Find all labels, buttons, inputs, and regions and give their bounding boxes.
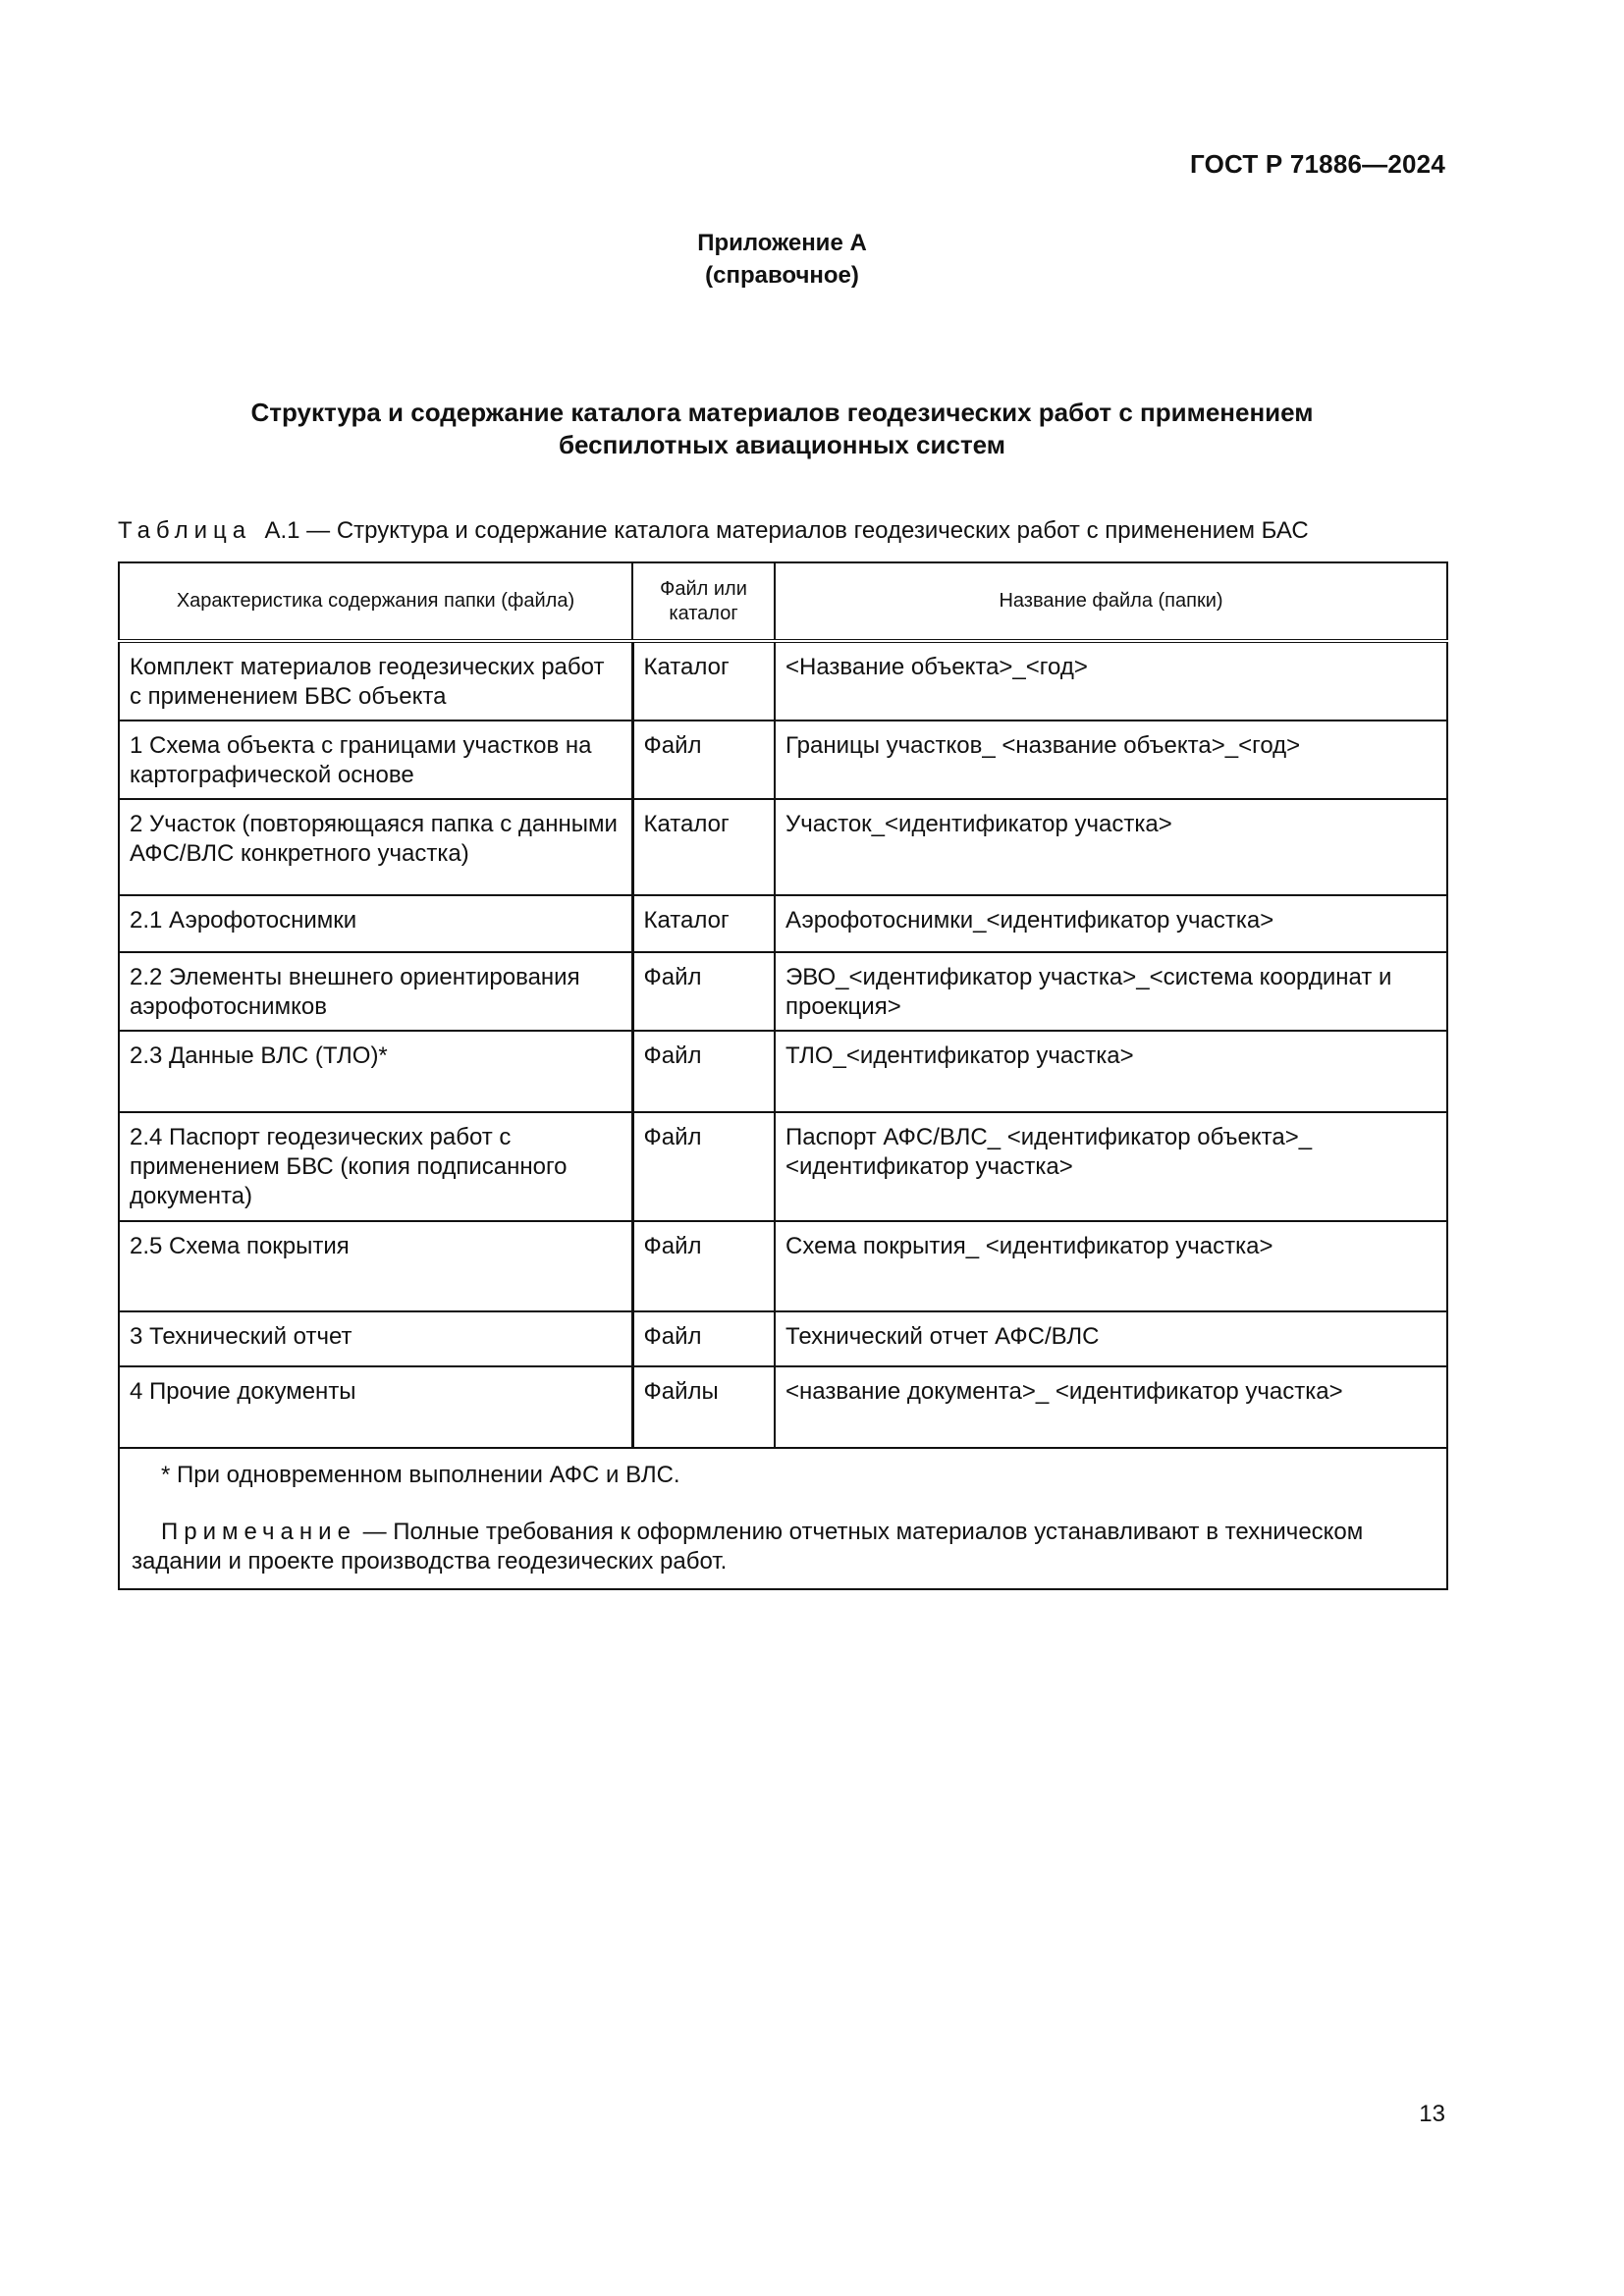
table-row (119, 1031, 1447, 1112)
row-description: 4 Прочие документы (119, 1366, 632, 1448)
row-description: 2.1 Аэрофотоснимки (119, 895, 632, 952)
table-caption-text: А.1 — Структура и содержание каталога материалов геодезических работ с применением БАС (264, 517, 1309, 544)
main-title-line-1: Структура и содержание каталога материалов геодезических работ с применением (250, 398, 1314, 427)
row-kind: Файл (632, 1031, 775, 1112)
main-title-line-2: беспилотных авиационных систем (558, 430, 1006, 459)
footnotes-cell (119, 1448, 1447, 1589)
row-name: Схема покрытия_ <идентификатор участка> (775, 1221, 1447, 1311)
table-row (119, 1221, 1447, 1311)
row-name: Аэрофотоснимки_<идентификатор участка> (775, 895, 1447, 952)
table-caption (118, 517, 1453, 545)
table-row (119, 799, 1447, 895)
row-name: <название документа>_ <идентификатор участка> (775, 1366, 1447, 1448)
table-footer-row (119, 1448, 1447, 1589)
catalog-table (118, 561, 1448, 1590)
column-header-kind: Файл или каталог (632, 562, 775, 641)
column-header-description: Характеристика содержания папки (файла) (119, 562, 632, 641)
row-name: <Название объекта>_<год> (775, 641, 1447, 721)
row-description: 2.4 Паспорт геодезических работ с применением БВС (копия подписанного документа) (119, 1112, 632, 1221)
note-text: — Полные требования к оформлению отчетных материалов устанавливают в техническом задании и проекте производства геодезических работ. (132, 1519, 1364, 1575)
table-caption-label: Таблица (118, 517, 252, 544)
main-title (118, 397, 1446, 461)
row-name: Паспорт АФС/ВЛС_ <идентификатор объекта>_ <идентификатор участка> (775, 1112, 1447, 1221)
table-row (119, 952, 1447, 1031)
row-name: ЭВО_<идентификатор участка>_<система координат и проекция> (775, 952, 1447, 1031)
row-name: ТЛО_<идентификатор участка> (775, 1031, 1447, 1112)
row-kind: Файл (632, 721, 775, 799)
appendix-title: Приложение А (697, 230, 867, 256)
table-row (119, 1311, 1447, 1366)
row-kind: Каталог (632, 641, 775, 721)
row-description: 2.2 Элементы внешнего ориентирования аэрофотоснимков (119, 952, 632, 1031)
row-description: 2 Участок (повторяющаяся папка с данными АФС/ВЛС конкретного участка) (119, 799, 632, 895)
appendix-heading (0, 227, 1564, 292)
row-description: 2.5 Схема покрытия (119, 1221, 632, 1311)
row-kind: Каталог (632, 895, 775, 952)
page-number: 13 (1419, 2101, 1445, 2127)
table-row (119, 641, 1447, 721)
row-description: 1 Схема объекта с границами участков на картографической основе (119, 721, 632, 799)
row-description: 2.3 Данные ВЛС (ТЛО)* (119, 1031, 632, 1112)
appendix-type: (справочное) (705, 262, 859, 289)
row-name: Границы участков_ <название объекта>_<год> (775, 721, 1447, 799)
note-label: Примечание (161, 1519, 356, 1545)
row-kind: Файлы (632, 1366, 775, 1448)
row-kind: Файл (632, 1311, 775, 1366)
row-description: 3 Технический отчет (119, 1311, 632, 1366)
row-kind: Файл (632, 1112, 775, 1221)
standard-code: ГОСТ Р 71886—2024 (1190, 149, 1445, 179)
row-name: Технический отчет АФС/ВЛС (775, 1311, 1447, 1366)
table-row (119, 721, 1447, 799)
row-kind: Файл (632, 1221, 775, 1311)
note (132, 1518, 1435, 1576)
column-header-name: Название файла (папки) (775, 562, 1447, 641)
row-description: Комплект материалов геодезических работ с применением БВС объекта (119, 641, 632, 721)
table-row (119, 1112, 1447, 1221)
table-header-row (119, 562, 1447, 641)
table-row (119, 895, 1447, 952)
row-name: Участок_<идентификатор участка> (775, 799, 1447, 895)
row-kind: Файл (632, 952, 775, 1031)
row-kind: Каталог (632, 799, 775, 895)
table-row (119, 1366, 1447, 1448)
footnote: * При одновременном выполнении АФС и ВЛС. (161, 1462, 680, 1488)
